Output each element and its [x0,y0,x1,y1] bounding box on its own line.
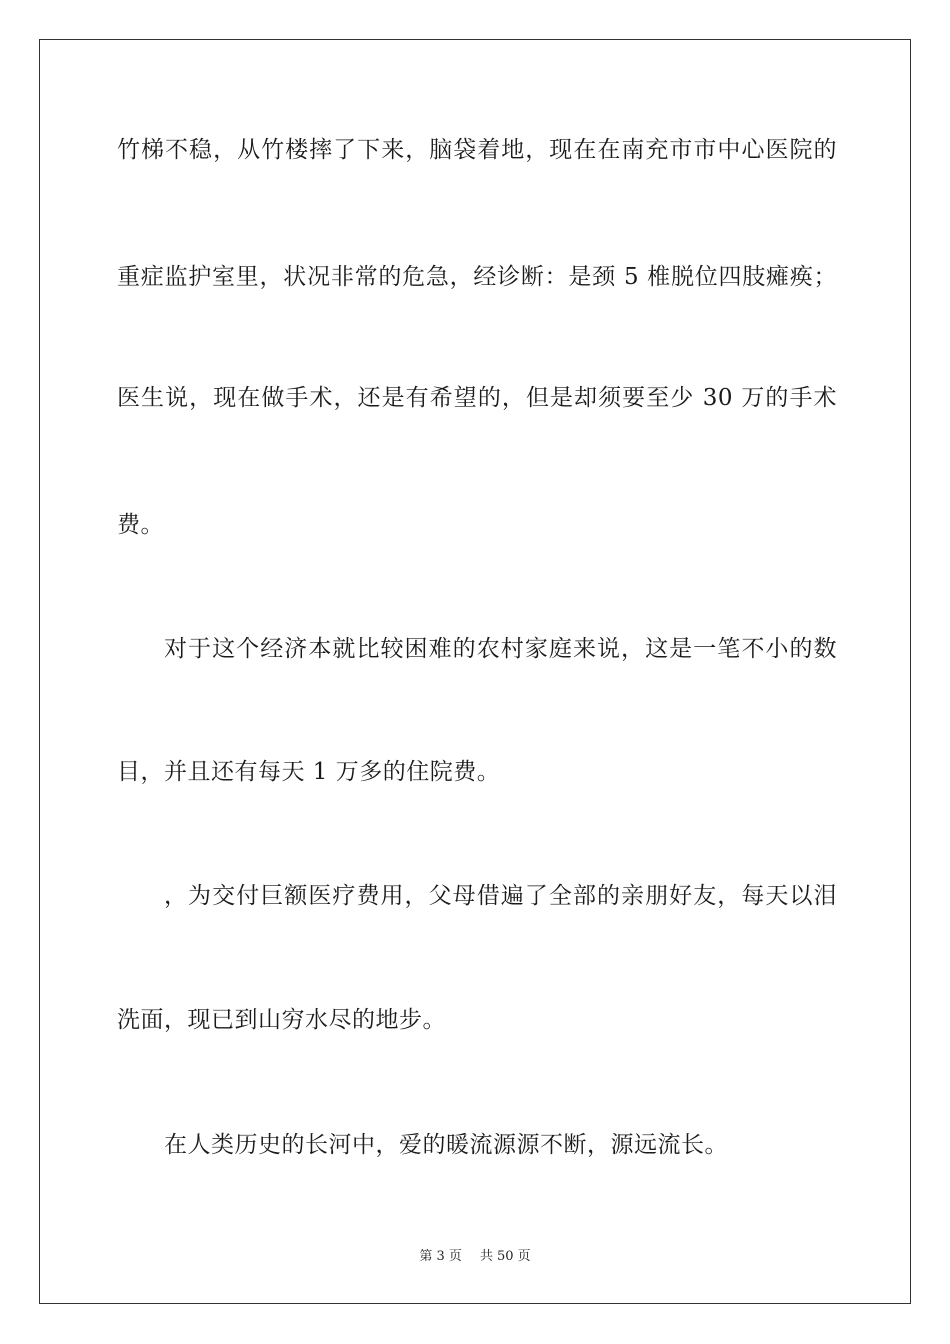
paragraph-line: 医生说，现在做手术，还是有希望的，但是却须要至少 30 万的手术 [117,385,837,411]
page-total: 共 50 页 [479,1249,531,1264]
paragraph-line: ，为交付巨额医疗费用，父母借遍了全部的亲朋好友，每天以泪 [164,883,837,909]
page-border [39,39,911,1304]
paragraph-line: 费。 [117,512,164,538]
paragraph-line: 目，并且还有每天 1 万多的住院费。 [117,759,501,785]
paragraph-line: 在人类历史的长河中，爱的暖流源源不断，源远流长。 [164,1132,728,1158]
paragraph-line: 对于这个经济本就比较困难的农村家庭来说，这是一笔不小的数 [164,636,837,662]
paragraph-line: 重症监护室里，状况非常的危急，经诊断：是颈 5 椎脱位四肢瘫痪； [117,264,837,290]
paragraph-line: 竹梯不稳，从竹楼摔了下来，脑袋着地，现在在南充市市中心医院的 [117,137,837,163]
page-footer [0,1248,950,1266]
page-number: 第 3 页 [419,1249,462,1264]
paragraph-line: 洗面，现已到山穷水尽的地步。 [117,1007,446,1033]
